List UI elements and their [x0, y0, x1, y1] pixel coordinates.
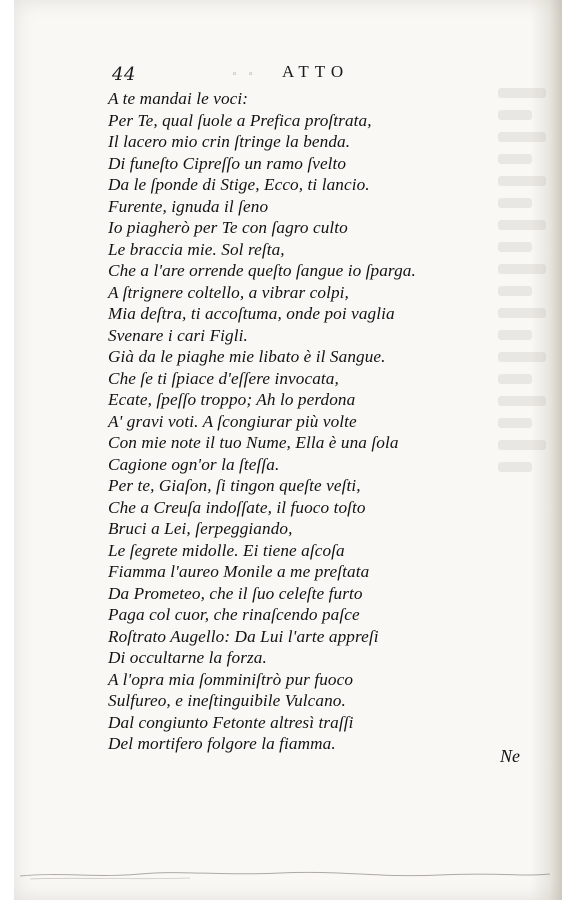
bleed-through-text [498, 88, 556, 468]
verse-line: Paga col cuor, che rinaſcendo paſce [108, 605, 360, 624]
verse-line: A te mandai le voci: [108, 89, 249, 108]
verse-line: Con mie note il tuo Nume, Ella è una ſola [108, 433, 399, 452]
verse-line: Da le ſponde di Stige, Ecco, ti lancio. [108, 175, 370, 194]
head-ornament: ◦ ◦ [232, 70, 258, 80]
verse-line: Per te, Giaſon, ſi tingon queſte veſti, [108, 476, 361, 495]
verse-line: A l'opra mia ſomminiſtrò pur fuoco [108, 669, 354, 689]
verse-line: Il lacero mio crin ſtringe la benda. [108, 132, 351, 151]
verse-line: Che ſe ti ſpiace d'eſſere invocata, [108, 368, 339, 388]
running-head: ATTO [282, 62, 350, 81]
verse-line: Furente, ignuda il ſeno [108, 196, 269, 216]
verse-block [108, 88, 488, 755]
catchword: Ne [500, 746, 520, 766]
verse-line: Le ſegrete midolle. Ei tiene aſcoſa [108, 540, 345, 560]
verse-line: Ecate, ſpeſſo troppo; Ah lo perdona [108, 390, 356, 409]
page-edge-mark [20, 866, 550, 882]
verse-line: Svenare i cari Figli. [108, 325, 248, 345]
verse-line: Da Prometeo, che il ſuo celeſte furto [108, 583, 363, 603]
verse-line: Fiamma l'aureo Monile a me preſtata [108, 562, 370, 581]
verse-line: Per Te, qual ſuole a Prefica proſtrata, [108, 110, 372, 130]
verse-line: Bruci a Lei, ſerpeggiando, [108, 519, 293, 538]
page-number: 44 [112, 64, 136, 85]
verse-line: Cagione ogn'or la ſteſſa. [108, 454, 280, 474]
verse-line: A' gravi voti. A ſcongiurar più volte [108, 411, 357, 431]
verse-line: Dal congiunto Fetonte altresì traſſi [108, 712, 354, 732]
verse-line: Che a l'are orrende queſto ſangue io ſparga. [108, 261, 416, 280]
verse-line: Mia deſtra, ti accoſtuma, onde poi vaglia [108, 304, 395, 323]
verse-line: Roſtrato Augello: Da Lui l'arte appreſi [108, 626, 379, 646]
verse-line: Io piagherò per Te con ſagro culto [108, 218, 348, 237]
verse-line: Le braccia mie. Sol reſta, [108, 239, 285, 259]
verse-line: A ſtrignere coltello, a vibrar colpi, [108, 282, 349, 302]
verse-line: Di funeſto Cipreſſo un ramo ſvelto [108, 153, 347, 173]
verse-line: Sulfureo, e ineſtinguibile Vulcano. [108, 691, 346, 710]
verse-line: Che a Creuſa indoſſate, il fuoco toſto [108, 497, 366, 517]
verse-line: Di occultarne la forza. [108, 648, 267, 667]
verse-line: Del mortifero folgore la fiamma. [108, 734, 336, 753]
verse-line: Già da le piaghe mie libato è il Sangue. [108, 347, 386, 366]
